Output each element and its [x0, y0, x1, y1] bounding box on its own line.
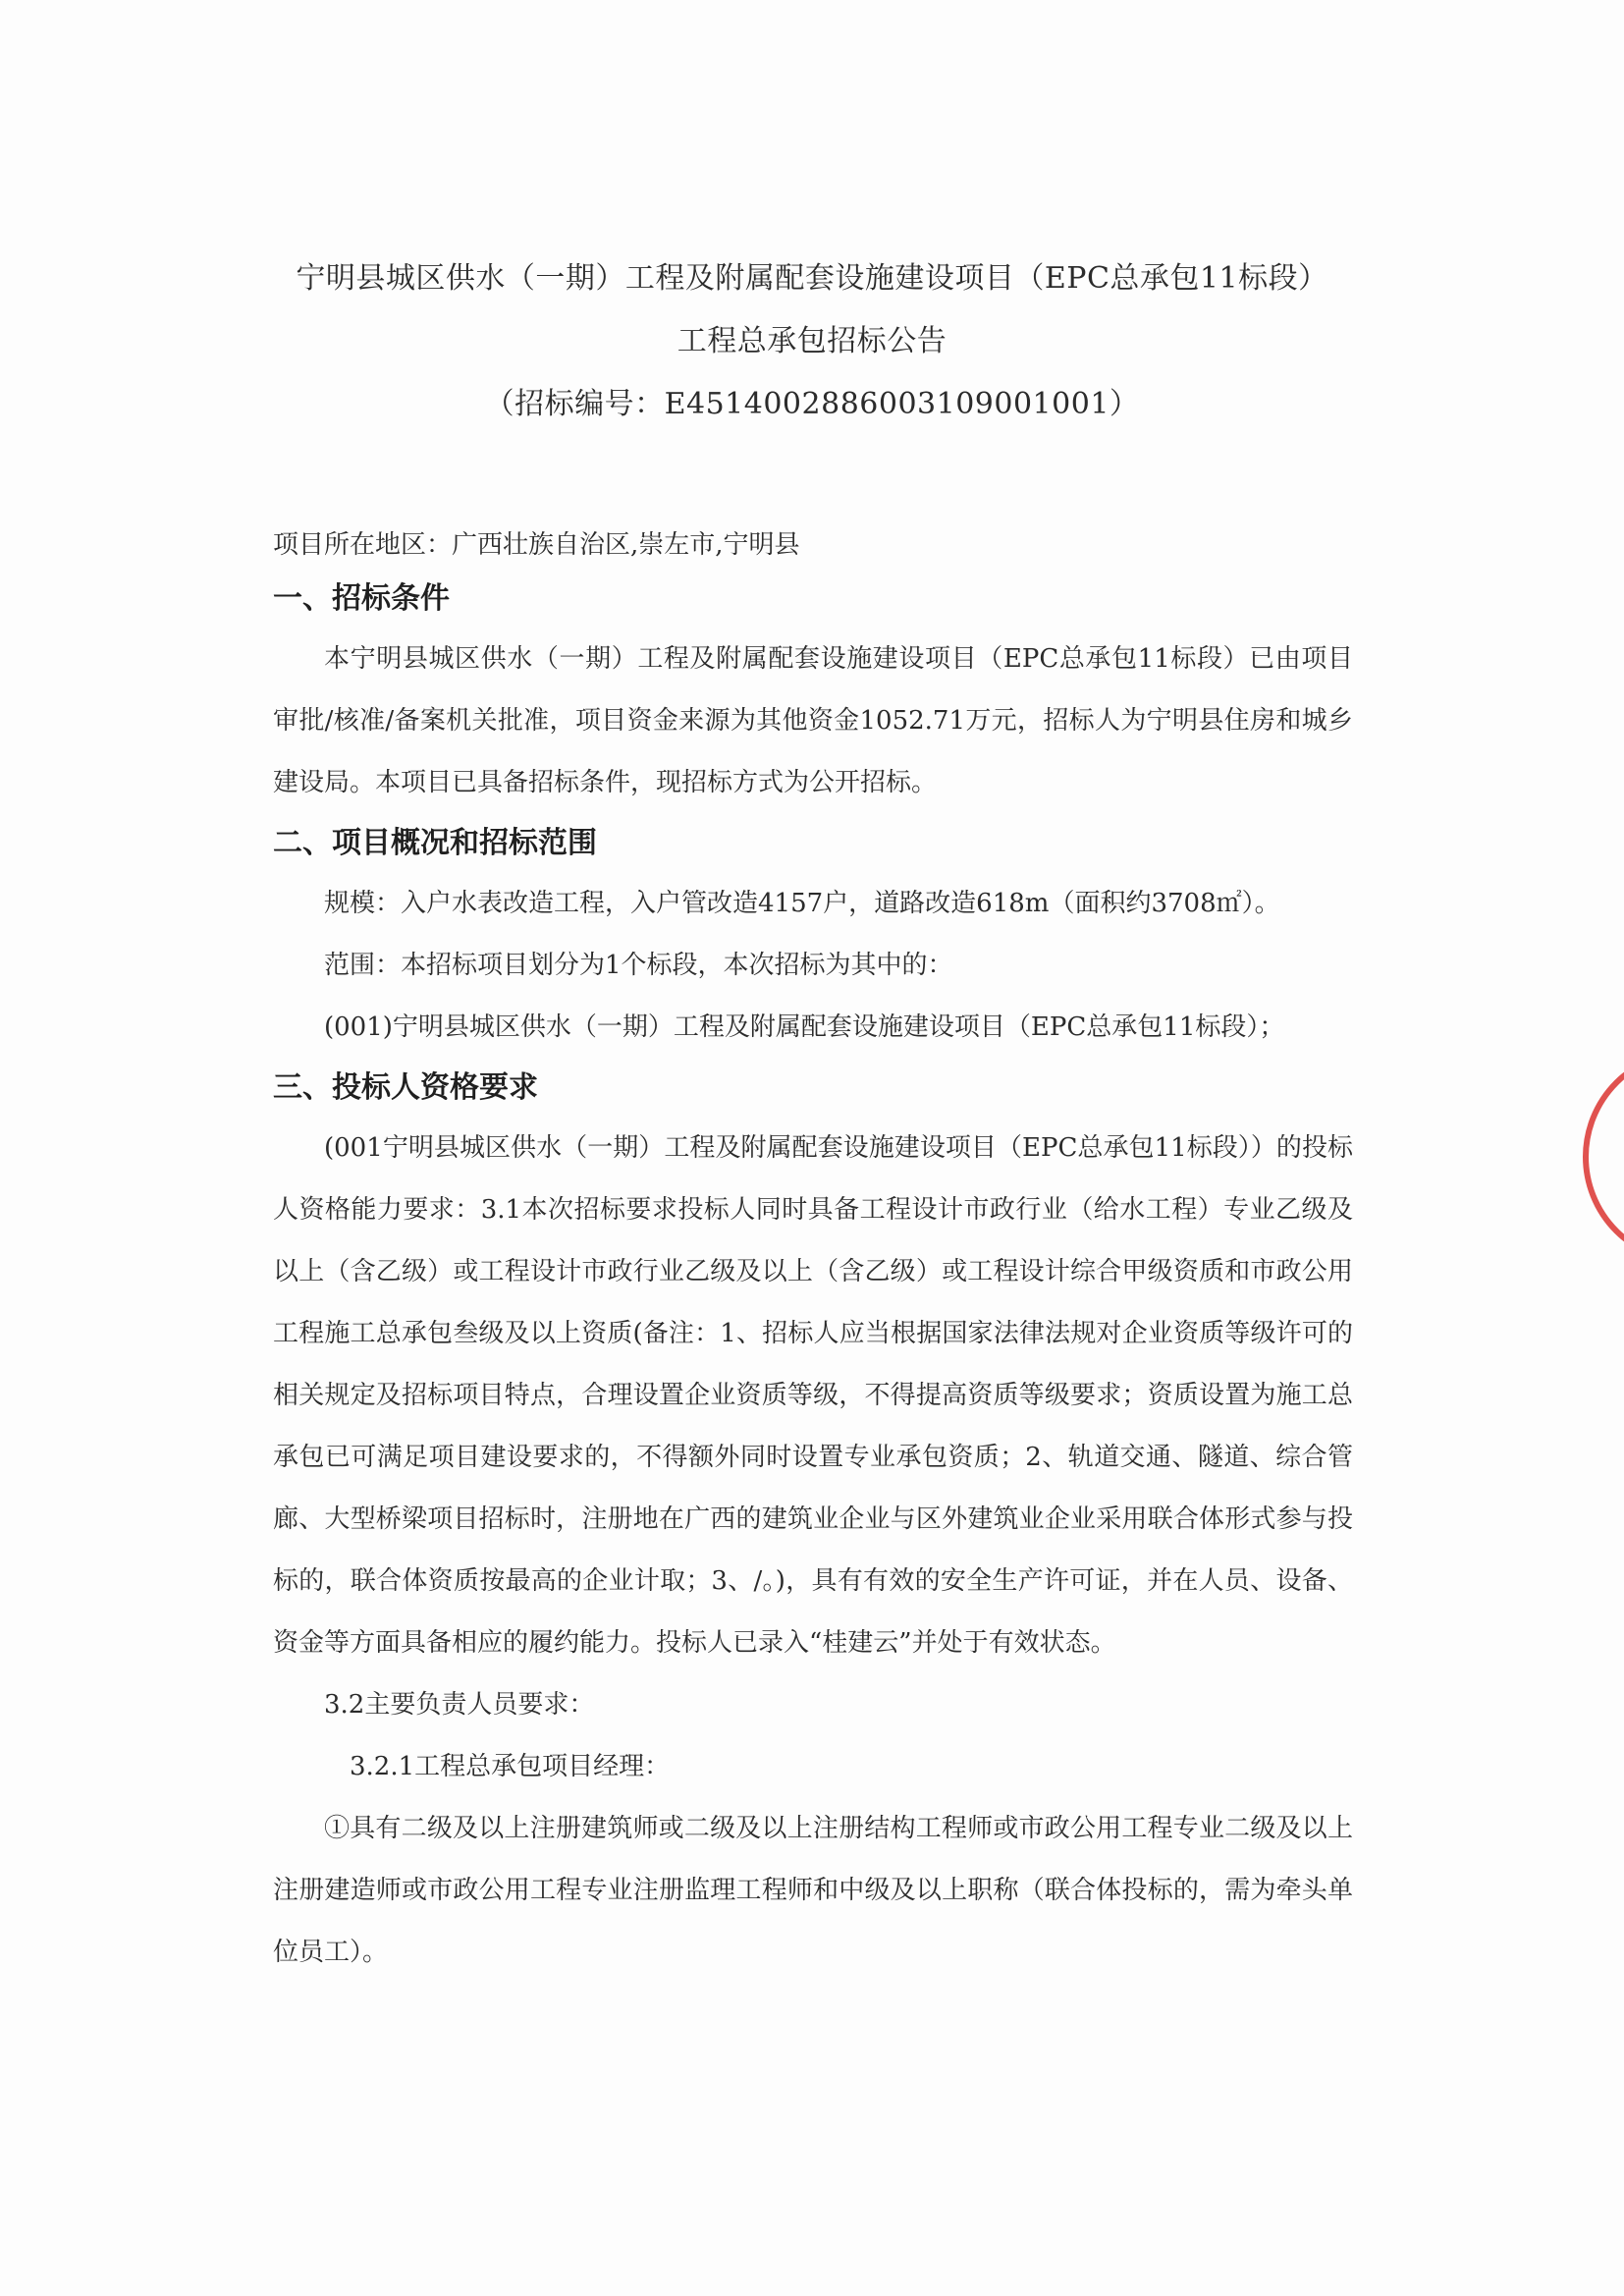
personnel-requirements: 3.2主要负责人员要求： [324, 1690, 595, 1720]
tender-conditions-paragraph: 本宁明县城区供水（一期）工程及附属配套设施建设项目（EPC总承包11标段）已由项目审批/核准/备案机关批准，项目资金来源为其他资金1052.71万元，招标人为宁明县住房和城乡建设局。本项目已具备招标条件，现招标方式为公开招标。 [273, 644, 1353, 797]
project-region: 项目所在地区：广西壮族自治区,崇左市,宁明县 [273, 530, 800, 560]
section-heading-tender-conditions: 一、招标条件 [273, 581, 450, 616]
title-block [0, 247, 1624, 436]
section-heading-project-overview: 二、项目概况和招标范围 [273, 826, 597, 860]
section-heading-bidder-qualifications: 三、投标人资格要求 [273, 1070, 538, 1105]
project-scope: 范围：本招标项目划分为1个标段，本次招标为其中的： [324, 951, 953, 980]
tender-number: （招标编号：E4514002886003109001001） [484, 387, 1140, 421]
document-body [273, 520, 1353, 1984]
project-manager-requirements: 3.2.1工程总承包项目经理： [350, 1752, 671, 1781]
document-title: 宁明县城区供水（一期）工程及附属配套设施建设项目（EPC总承包11标段） [296, 261, 1328, 296]
document-subtitle: 工程总承包招标公告 [677, 324, 947, 358]
red-seal-stamp [1583, 1049, 1624, 1265]
project-scale: 规模：入户水表改造工程，入户管改造4157户，道路改造618m（面积约3708㎡）。 [324, 889, 1280, 918]
project-manager-item: ①具有二级及以上注册建筑师或二级及以上注册结构工程师或市政公用工程专业二级及以上注册建造师或市政公用工程专业注册监理工程师和中级及以上职称（联合体投标的，需为牵头单位员工）。 [273, 1814, 1353, 1967]
lot-item: (001)宁明县城区供水（一期）工程及附属配套设施建设项目（EPC总承包11标段）； [324, 1012, 1285, 1042]
qualification-paragraph: (001宁明县城区供水（一期）工程及附属配套设施建设项目（EPC总承包11标段））的投标人资格能力要求：3.1本次招标要求投标人同时具备工程设计市政行业（给水工程）专业乙级及以上（含乙级）或工程设计市政行业乙级及以上（含乙级）或工程设计综合甲级资质和市政公用工程施工总承包叁级及以上资质(备注：1、招标人应当根据国家法律法规对企业资质等级许可的相关规定及招标项目特点，合理设置企业资质等级，不得提高资质等级要求；资质设置为施工总承包已可满足项目建设要求的，不得额外同时设置专业承包资质；2、轨道交通、隧道、综合管廊、大型桥梁项目招标时，注册地在广西的建筑业企业与区外建筑业企业采用联合体形式参与投标的，联合体资质按最高的企业计取；3、/。)，具有有效的安全生产许可证，并在人员、设备、资金等方面具备相应的履约能力。投标人已录入“桂建云”并处于有效状态。 [273, 1133, 1353, 1658]
